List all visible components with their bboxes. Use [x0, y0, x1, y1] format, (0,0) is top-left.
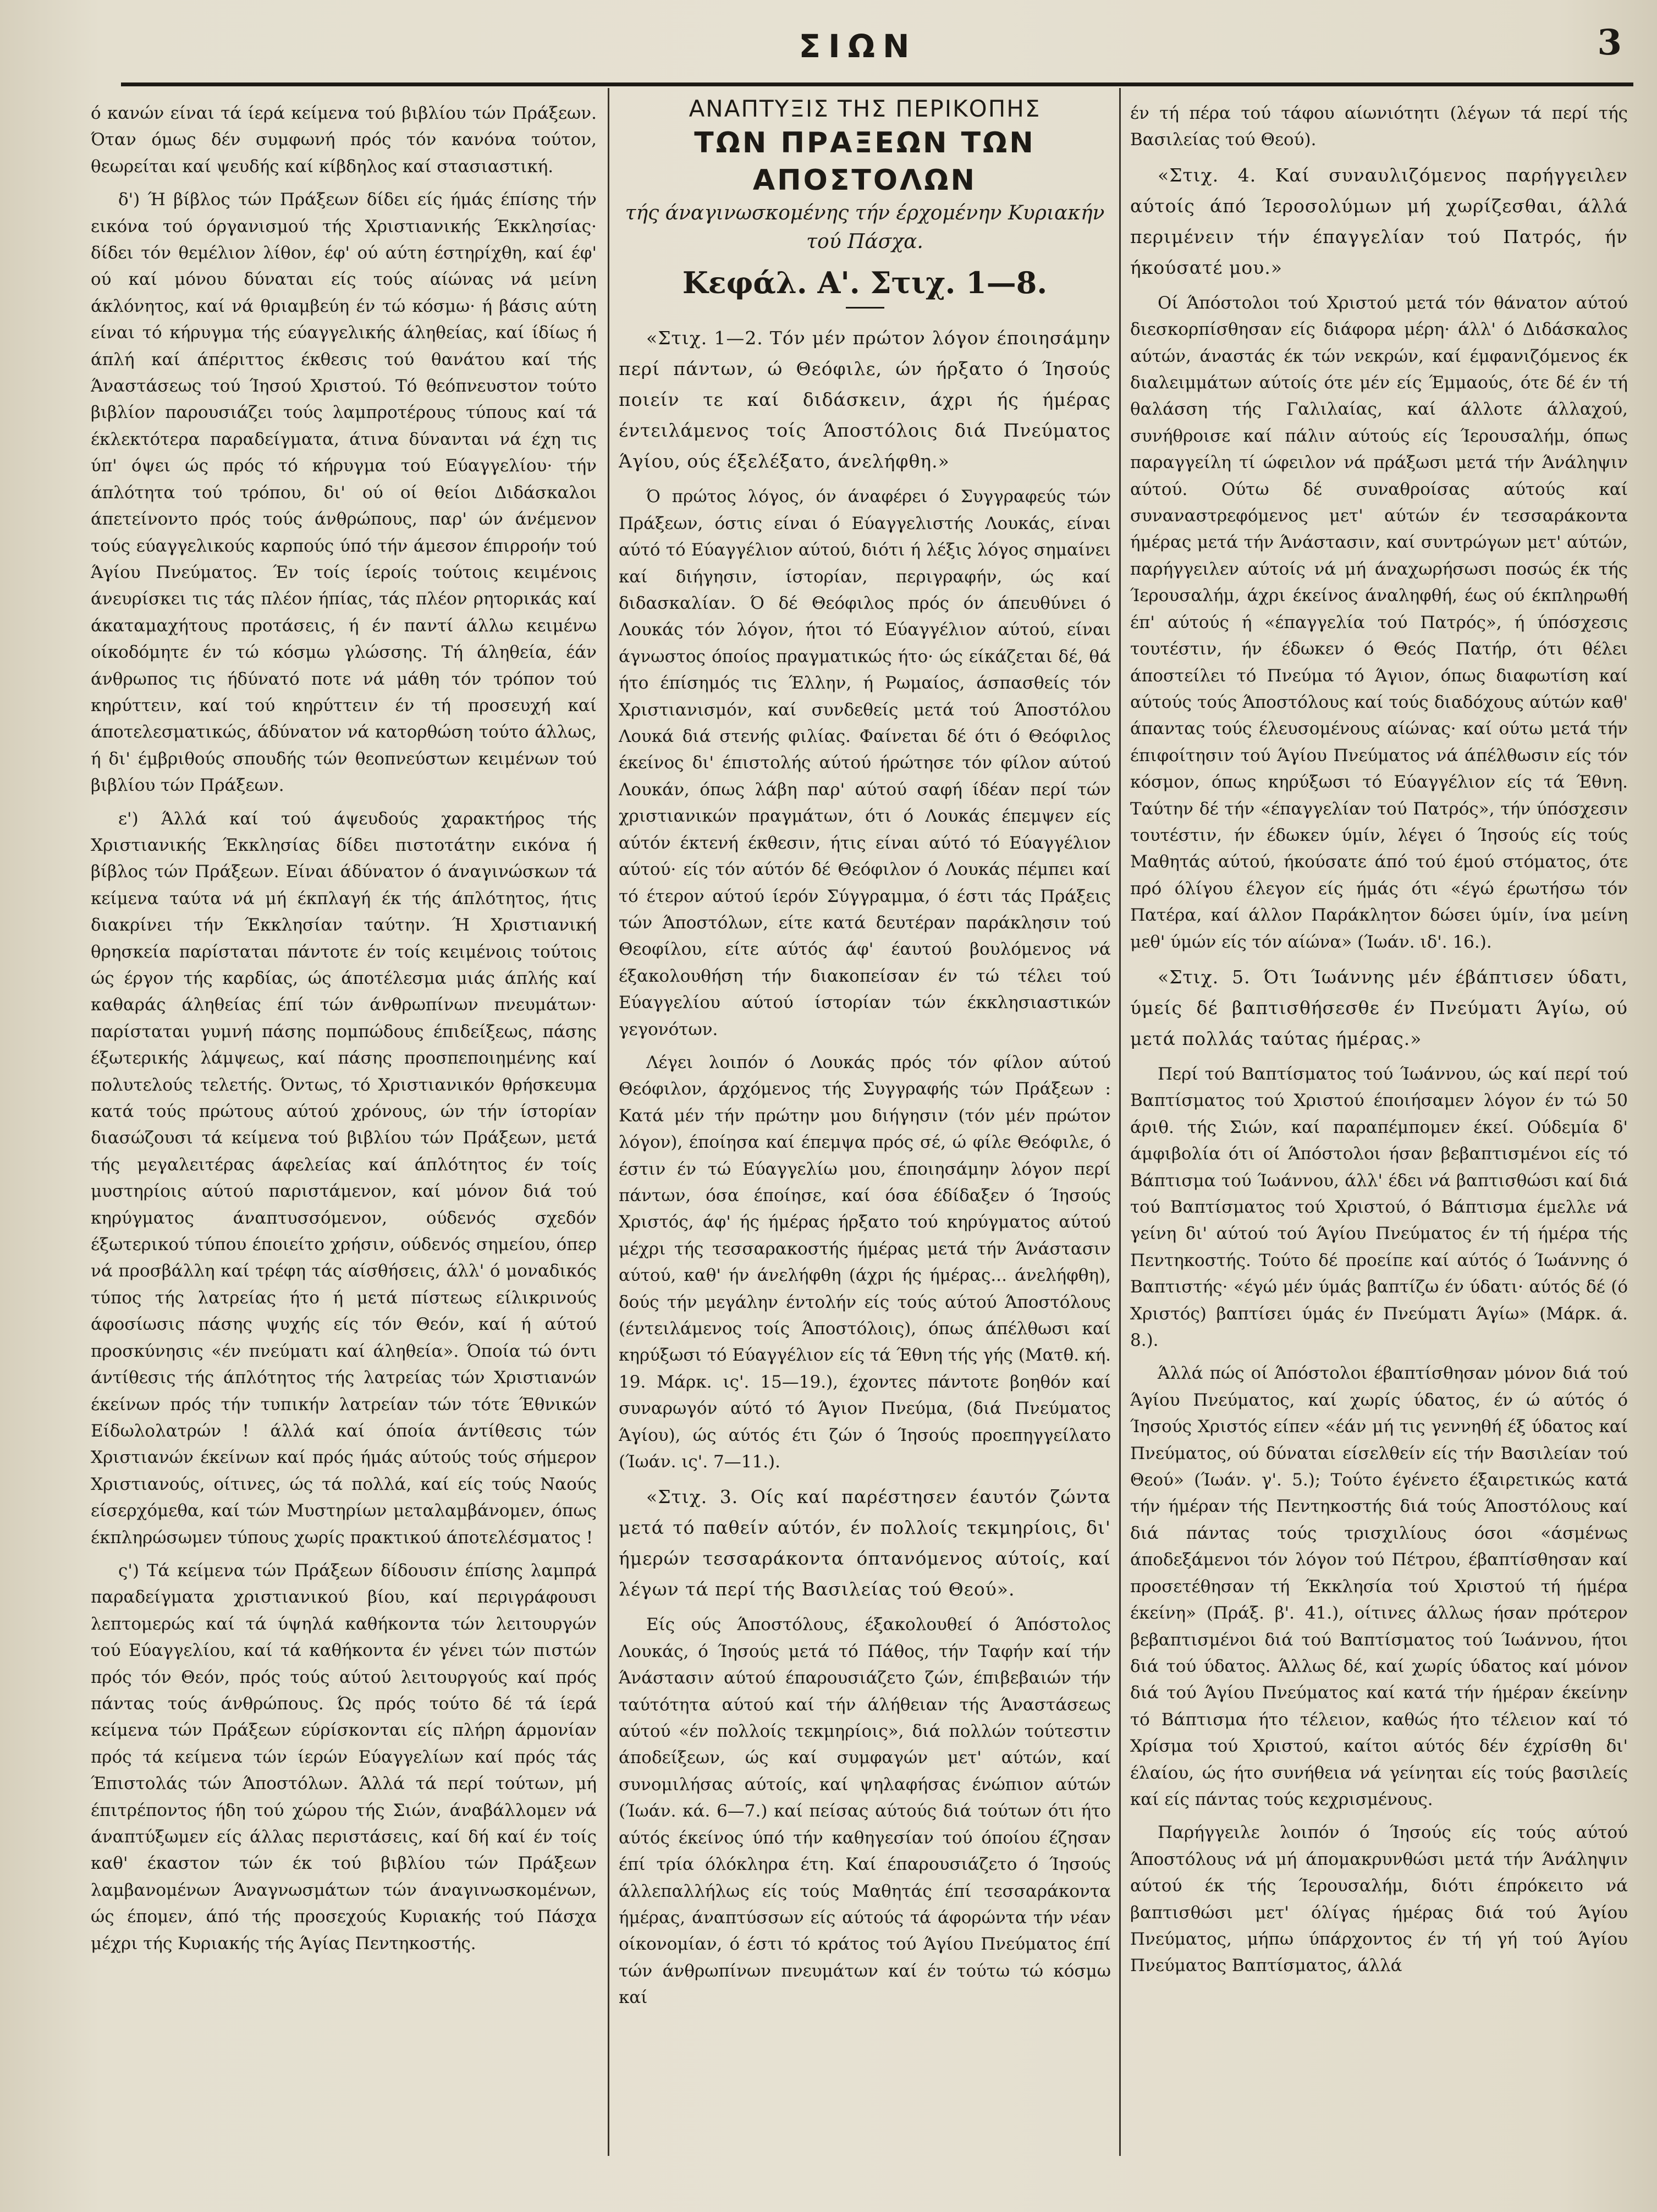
paragraph: Περί τού Βαπτίσματος τού Ίωάννου, ώς καί περί τού Βαπτίσματος τού Χριστού έποιήσαμεν λόγον έν τώ 50 άριθ. τής Σιών, καί παραπέμπομεν έκεί. Ούδεμία δ' άμφιβολία ότι οί Άπόστολοι ήσαν βεβαπτισμένοι είς τό Βάπτισμα τού Ίωάννου, άλλ' έδει νά βαπτισθώσι καί διά τού Βαπτίσματος τού Χριστού, ό Βάπτισμα έμελλε νά γείνη δι' αύτού τού Άγίου Πνεύματος έν τή ήμέρα τής Πεντηκοστής. Τούτο δέ προείπε καί αύτός ό Ίωάννης ό Βαπτιστής· «έγώ μέν ύμάς βαπτίζω έν ύδατι· αύτός δέ (ό Χριστός) βαπτίσει ύμάς έν Πνεύματι Άγίω» (Μάρκ. ά. 8.). — [1130, 1064, 1628, 1351]
paragraph: ς') Τά κείμενα τών Πράξεων δίδουσιν έπίσης λαμπρά παραδείγματα χριστιανικού βίου, καί περιγράφουσι λεπτομερώς καί τά ύψηλά καθήκοντα τών λειτουργών τού Εύαγγελίου, καί τά καθήκοντα έν γένει τών πιστών πρός τόν Θεόν, πρός τούς αύτού λειτουργούς καί πρός πάντας τούς άνθρώπους. Ώς πρός τούτο δέ τά ίερά κείμενα τών Πράξεων εύρίσκονται είς πλήρη άρμονίαν πρός τά κείμενα τών ίερών Εύαγγελίων καί πρός τάς Έπιστολάς τών Άποστόλων. Άλλά τά περί τούτων, μή έπιτρέποντος ήδη τού χώρου τής Σιών, άναβάλλομεν νά άναπτύξωμεν είς άλλας περιστάσεις, καί δή καί έν τοίς καθ' έκαστον τών έκ τού βιβλίου τών Πράξεων λαμβανομένων Άναγνωσμάτων τών άναγινωσκομένων, ώς έπομεν, άπό τής προσεχούς Κυριακής τού Πάσχα μέχρι τής Κυριακής τής Άγίας Πεντηκοστής. — [91, 1560, 597, 1954]
heading-line: ΑΝΑΠΤΥΞΙΣ ΤΗΣ ΠΕΡΙΚΟΠΗΣ — [689, 95, 1041, 122]
column-3 — [1130, 100, 1628, 2157]
header-rule — [121, 82, 1633, 86]
column-divider — [608, 88, 609, 2156]
heading-subline: τού Πάσχα. — [806, 230, 923, 253]
scripture-quote: «Στιχ. 1—2. Τόν μέν πρώτον λόγον έποιησάμην περί πάντων, ώ Θεόφιλε, ών ήρξατο ό Ίησούς ποιείν τε καί διδάσκειν, άχρι ής ήμέρας έντειλάμενος τοίς Άποστόλοις διά Πνεύματος Άγίου, ούς έξελέξατο, άνελήφθη.» — [619, 327, 1111, 472]
chapter-reference: Κεφάλ. Α'. Στιχ. 1—8. — [682, 265, 1048, 300]
paragraph: ε') Άλλά καί τού άψευδούς χαρακτήρος τής Χριστιανικής Έκκλησίας δίδει πιστοτάτην εικόνα ή βίβλος τών Πράξεων. Είναι άδύνατον ό άναγινώσκων τά κείμενα ταύτα νά μή έκπλαγή έκ τής άπλότητος, ήτις διακρίνει τήν Έκκλησίαν ταύτην. Ή Χριστιανική θρησκεία παρίσταται πάντοτε έν τοίς κειμένοις τούτοις ώς έργον τής καρδίας, ώς άποτέλεσμα μιάς άπλής καί καθαράς άληθείας έπί τών άνθρωπίνων πνευμάτων· παρίσταται γυμνή πάσης πομπώδους έπιδείξεως, πάσης έξωτερικής λάμψεως, καί πάσης προσπεποιημένης καί πολυτελούς τελετής. Όντως, τό Χριστιανικόν θρήσκευμα κατά τούς πρώτους αύτού χρόνους, ών τήν ίστορίαν διασώζουσι τά κείμενα τού βιβλίου τών Πράξεων, μετά τής μεγαλειτέρας άφελείας καί άπλότητος έν τοίς μυστηρίοις αύτού παριστάμενον, καί μόνον διά τού κηρύγματος άναπτυσσόμενον, ούδενός σχεδόν έξωτερικού τύπου έποιείτο χρήσιν, ούδενός σημείου, όπερ νά προσβάλλη καί τρέφη τάς αίσθήσεις, άλλ' ό μοναδικός τύπος τής λατρείας ήτο ή μετά πίστεως είλικρινούς άφοσίωσις πάσης ψυχής είς τόν Θεόν, καί ή αύτού προσκύνησις «έν πνεύματι καί άληθεία». Όποία τώ όντι άντίθεσις τής άπλότητος τής λατρείας τών Χριστιανών έκείνων πρός τήν τυπικήν λατρείαν τών τότε Έθνικών Είδωλολατρών ! άλλά καί όποία άντίθεσις τών Χριστιανών έκείνων καί πρός ήμάς αύτούς τούς σήμερον Χριστιανούς, οίτινες, ώς τά πολλά, καί είς τούς Ναούς είσερχόμεθα, καί τών Μυστηρίων μεταλαμβάνομεν, όπως έκπληρώσωμεν τύπους χωρίς πρακτικού άποτελέσματος ! — [91, 808, 597, 1548]
column-2 — [619, 93, 1111, 2150]
paragraph: Ό πρώτος λόγος, όν άναφέρει ό Συγγραφεύς τών Πράξεων, όστις είναι ό Εύαγγελιστής Λουκάς, είναι αύτό τό Εύαγγέλιον αύτού, διότι ή λέξις λόγος σημαίνει καί διήγησιν, ίστορίαν, περιγραφήν, ώς καί διδασκαλίαν. Ό δέ Θεόφιλος πρός όν άπευθύνει ό Λουκάς τόν λόγον, ήτοι τό Εύαγγέλιον αύτού, είναι άγνωστος όποίος πραγματικώς ήτο· ώς είκάζεται δέ, θά ήτο έπίσημός τις Έλλην, ή Ρωμαίος, άσπασθείς τόν Χριστιανισμόν, καί συνδεθείς μετά τού Άποστόλου Λουκά διά στενής φιλίας. Φαίνεται δέ ότι ό Θεόφιλος έκείνος δι' έπιστολής αύτού ήρώτησε τόν φίλον αύτού Λουκάν, όπως λάβη παρ' αύτού σαφή ίδέαν περί τών χριστιανικών πραγμάτων, ότι ό Λουκάς έπεμψεν είς αύτόν έκτενή έκθεσιν, ήτις είναι αύτό τό Εύαγγέλιον αύτού· είς τόν αύτόν δέ Θεόφιλον ό Λουκάς πέμπει καί τό έτερον αύτού ίερόν Σύγγραμμα, ό έστι τάς Πράξεις τών Άποστόλων, είτε κατά δευτέραν παράκλησιν τού Θεοφίλου, είτε αύτός άφ' έαυτού βουλόμενος νά έξακολουθήση τήν διακοπείσαν έν τώ τέλει τού Εύαγγελίου αύτού ίστορίαν τών έκκλησιαστικών γεγονότων. — [619, 487, 1111, 1039]
paragraph: έν τή πέρα τού τάφου αίωνιότητι (λέγων τά περί τής Βασιλείας τού Θεού). — [1130, 103, 1628, 150]
column-divider — [1119, 88, 1121, 2156]
article-heading — [619, 93, 1111, 256]
masthead-title: ΣΙΩΝ — [799, 27, 917, 65]
paragraph: δ') Ή βίβλος τών Πράξεων δίδει είς ήμάς έπίσης τήν εικόνα τού όργανισμού τής Χριστιανικής Έκκλησίας· δίδει τόν θεμέλιον λίθον, έφ' ού αύτη έστηρίχθη, καί έφ' ού καί μόνου δύναται είς τούς αίώνας νά μείνη άκλόνητος, καί νά θριαμβεύη έν τώ κόσμω· ή βάσις αύτη είναι τό κήρυγμα τής εύαγγελικής άληθείας, καί ίδίως ή άπλή καί άπέριττος έκθεσις τού θανάτου καί τής Άναστάσεως τού Ίησού Χριστού. Τό θεόπνευστον τούτο βιβλίον παρουσιάζει τούς λαμπροτέρους τύπους καί τά έκλεκτότερα παραδείγματα, άτινα δύνανται νά έχη τις ύπ' όψει ώς πρός τό κήρυγμα τού Εύαγγελίου· τήν άπλότητα τού τρόπου, δι' ού οί θείοι Διδάσκαλοι άπετείνοντο πρός τούς άνθρώπους, παρ' ών άνέμενον τούς εύαγγελικούς καρπούς ύπό τήν άμεσον έπιρροήν τού Άγίου Πνεύματος. Έν τοίς ίεροίς τούτοις κειμένοις άνευρίσκει τις τάς πλέον ήπίας, τάς πλέον ρητορικάς καί άκαταμαχήτους προτάσεις, ή έν παντί άλλω κειμένω οίκοδόμητε έν τώ κόσμω γλώσσης. Τή άληθεία, έάν άνθρωπος τις ήδύνατό ποτε νά μάθη τόν τρόπον τού κηρύττειν, καί τού κηρύττειν έν τή προσευχή καί άποτελεσματικώς, άδύνατον νά κατορθώση τούτο άλλως, ή δι' έμβριθούς σπουδής τών θεοπνεύστων κειμένων τού βιβλίου τών Πράξεων. — [91, 190, 597, 796]
scripture-quote: «Στιχ. 5. Ότι Ίωάννης μέν έβάπτισεν ύδατι, ύμείς δέ βαπτισθήσεσθε έν Πνεύματι Άγίω, ού μετά πολλάς ταύτας ήμέρας.» — [1130, 966, 1628, 1049]
paragraph: Λέγει λοιπόν ό Λουκάς πρός τόν φίλον αύτού Θεόφιλον, άρχόμενος τής Συγγραφής τών Πράξεων : Κατά μέν τήν πρώτην μου διήγησιν (τόν μέν πρώτον λόγον), έποίησα καί έπεμψα πρός σέ, ώ φίλε Θεόφιλε, ό έστιν έν τώ Εύαγγελίω μου, έποιησάμην λόγον περί πάντων, όσα έποίησε, καί όσα έδίδαξεν ό Ίησούς Χριστός, άφ' ής ήμέρας ήρξατο τού κηρύγματος αύτού μέχρι τής τεσσαρακοστής ήμέρας μετά τήν Άνάστασιν αύτού, καθ' ήν άνελήφθη (άχρι ής ήμέρας... άνελήφθη), δούς τήν μεγάλην έντολήν είς τούς αύτού Άποστόλους (έντειλάμενος τοίς Άποστόλοις), όπως άπέλθωσι καί κηρύξωσι τό Εύαγγέλιον είς τά Έθνη τής γής (Ματθ. κή. 19. Μάρκ. ις'. 15—19.), έχοντες πάντοτε βοηθόν καί συναρωγόν αύτό τό Άγιον Πνεύμα, (διά Πνεύματος Άγίου), ώς αύτός έτι ζών ό Ίησούς προεπηγγείλατο (Ίωάν. ις'. 7—11.). — [619, 1052, 1111, 1472]
section-rule — [846, 307, 884, 309]
scripture-quote: «Στιχ. 4. Καί συναυλιζόμενος παρήγγειλεν αύτοίς άπό Ίεροσολύμων μή χωρίζεσθαι, άλλά περιμένειν τήν έπαγγελίαν τού Πατρός, ήν ήκούσατέ μου.» — [1130, 164, 1628, 278]
paragraph: ό κανών είναι τά ίερά κείμενα τού βιβλίου τών Πράξεων. Όταν όμως δέν συμφωνή πρός τόν κανόνα τούτον, θεωρείται καί ψευδής καί κίβδηλος καί στασιαστική. — [91, 103, 597, 177]
heading-subline: τής άναγινωσκομένης τήν έρχομένην Κυριακήν — [625, 202, 1105, 224]
paragraph: Οί Άπόστολοι τού Χριστού μετά τόν θάνατον αύτού διεσκορπίσθησαν είς διάφορα μέρη· άλλ' ό Διδάσκαλος αύτών, άναστάς έκ τών νεκρών, καί έμφανιζόμενος έκ διαλειμμάτων αύτοίς ότε μέν είς Έμμαούς, ότε δέ έν τή θαλάσση τής Γαλιλαίας, καί άλλοτε άλλαχού, συνήθροισε καί πάλιν αύτούς είς Ίερουσαλήμ, όπως παραγγείλη τί ώφειλον νά πράξωσι μετά τήν Άνάληψιν αύτού. Ούτω δέ συναθροίσας αύτούς καί συναναστρεφόμενος μετ' αύτών έν τεσσαράκοντα ήμέρας μετά τήν Άνάστασιν, καί συντρώγων μετ' αύτών, παρήγγειλεν αύτοίς νά μή άναχωρήσωσι ποσώς έκ τής Ίερουσαλήμ, άχρι έκείνος άναληφθή, έως ού έκπληρωθή έπ' αύτούς ή «έπαγγελία τού Πατρός», ή ύπόσχεσις τουτέστιν, ήν έδωκεν ό Θεός Πατήρ, ότι θέλει άποστείλει τό Πνεύμα τό Άγιον, όπως διαφωτίση καί αύτούς τούς Άποστόλους καί τούς διαδόχους αύτών καθ' άπαντας τούς έλευσομένους αίώνας· καί ούτω μετά τήν έπιφοίτησιν τού Άγίου Πνεύματος νά άπέλθωσιν είς τόν κόσμον, όπως κηρύξωσι τό Εύαγγέλιον είς τά Έθνη. Ταύτην δέ τήν «έπαγγελίαν τού Πατρός», τήν ύπόσχεσιν τουτέστιν, ήν έδωκεν ύμίν, λέγει ό Ίησούς είς τούς Μαθητάς αύτού, ήκούσατε άπό τού έμού στόματος, ότε πρό όλίγου έλεγον είς ήμάς ότι «έγώ έρωτήσω τόν Πατέρα, καί άλλον Παράκλητον δώσει ύμίν, ίνα μείνη μεθ' ύμών είς τόν αίώνα» (Ίωάν. ιδ'. 16.). — [1130, 293, 1628, 952]
heading-line: ΤΩΝ ΠΡΑΞΕΩΝ ΤΩΝ ΑΠΟΣΤΟΛΩΝ — [694, 126, 1036, 197]
page-number: 3 — [1597, 22, 1622, 63]
paragraph: Είς ούς Άποστόλους, έξακολουθεί ό Άπόστολος Λουκάς, ό Ίησούς μετά τό Πάθος, τήν Ταφήν καί τήν Άνάστασιν αύτού έπαρουσιάζετο ζών, έπιβεβαιών τήν ταύτότητα αύτού καί τήν άλήθειαν τής Άναστάσεως αύτού «έν πολλοίς τεκμηρίοις», διά πολλών τούτεστιν άποδείξεων, ώς καί συμφαγών μετ' αύτών, καί συνομιλήσας αύτοίς, καί ψηλαφήσας ένώπιον αύτών (Ίωάν. κά. 6—7.) καί πείσας αύτούς διά τούτων ότι ήτο αύτός έκείνος ύπό τήν καθηγεσίαν τού όποίου έζησαν έπί τρία όλόκληρα έτη. Καί έπαρουσιάζετο ό Ίησούς άλλεπαλλήλως είς τούς Μαθητάς έπί τεσσαράκοντα ήμέρας, άναπτύσσων είς αύτούς τά άφορώντα τήν νέαν οίκονομίαν, ό έστι τό κράτος τού Άγίου Πνεύματος έπί τών άνθρωπίνων πνευμάτων καί έν τούτω τώ κόσμω καί — [619, 1615, 1111, 2008]
paragraph: Άλλά πώς οί Άπόστολοι έβαπτίσθησαν μόνον διά τού Άγίου Πνεύματος, καί χωρίς ύδατος, έν ώ αύτός ό Ίησούς Χριστός είπεν «έάν μή τις γεννηθή έξ ύδατος καί Πνεύματος, ού δύναται είσελθείν είς τήν Βασιλείαν τού Θεού» (Ίωάν. γ'. 5.); Τούτο έγένετο έξαιρετικώς κατά τήν ήμέραν τής Πεντηκοστής διά τούς Άποστόλους καί διά πάντας τούς τρισχιλίους όσοι «άσμένως άποδεξάμενοι τόν λόγον τού Πέτρου, έβαπτίσθησαν καί προσετέθησαν τή Έκκλησία τού Χριστού τή ήμέρα έκείνη» (Πράξ. β'. 41.), οίτινες άλλως ήσαν πρότερον βεβαπτισμένοι διά τού Βαπτίσματος τού Ίωάννου, ήτοι διά τού ύδατος. Άλλως δέ, καί χωρίς ύδατος καί μόνον διά τού Άγίου Πνεύματος καί κατά τήν ήμέραν έκείνην τό Βάπτισμα ήτο τέλειον, καθώς ήτο τέλειον καί τό Χρίσμα τού Χριστού, καίτοι αύτός δέν έχρίσθη δι' έλαίου, ώς ήτο συνήθεια νά γείνηται είς τούς βασιλείς καί είς πάντας τούς κεχρισμένους. — [1130, 1363, 1628, 1809]
scripture-quote: «Στιχ. 3. Οίς καί παρέστησεν έαυτόν ζώντα μετά τό παθείν αύτόν, έν πολλοίς τεκμηρίοις, δι' ήμερών τεσσαράκοντα όπτανόμενος αύτοίς, καί λέγων τά περί τής Βασιλείας τού Θεού». — [619, 1486, 1111, 1600]
column-1 — [91, 100, 597, 2157]
paragraph: Παρήγγειλε λοιπόν ό Ίησούς είς τούς αύτού Άποστόλους νά μή άπομακρυνθώσι μετά τήν Άνάληψιν αύτού έκ τής Ίερουσαλήμ, διότι έπρόκειτο νά βαπτισθώσι μετ' όλίγας ήμέρας διά τού Άγίου Πνεύματος, μήπω ύπάρχοντος έν τή γή τού Άγίου Πνεύματος Βαπτίσματος, άλλά — [1130, 1823, 1628, 1976]
